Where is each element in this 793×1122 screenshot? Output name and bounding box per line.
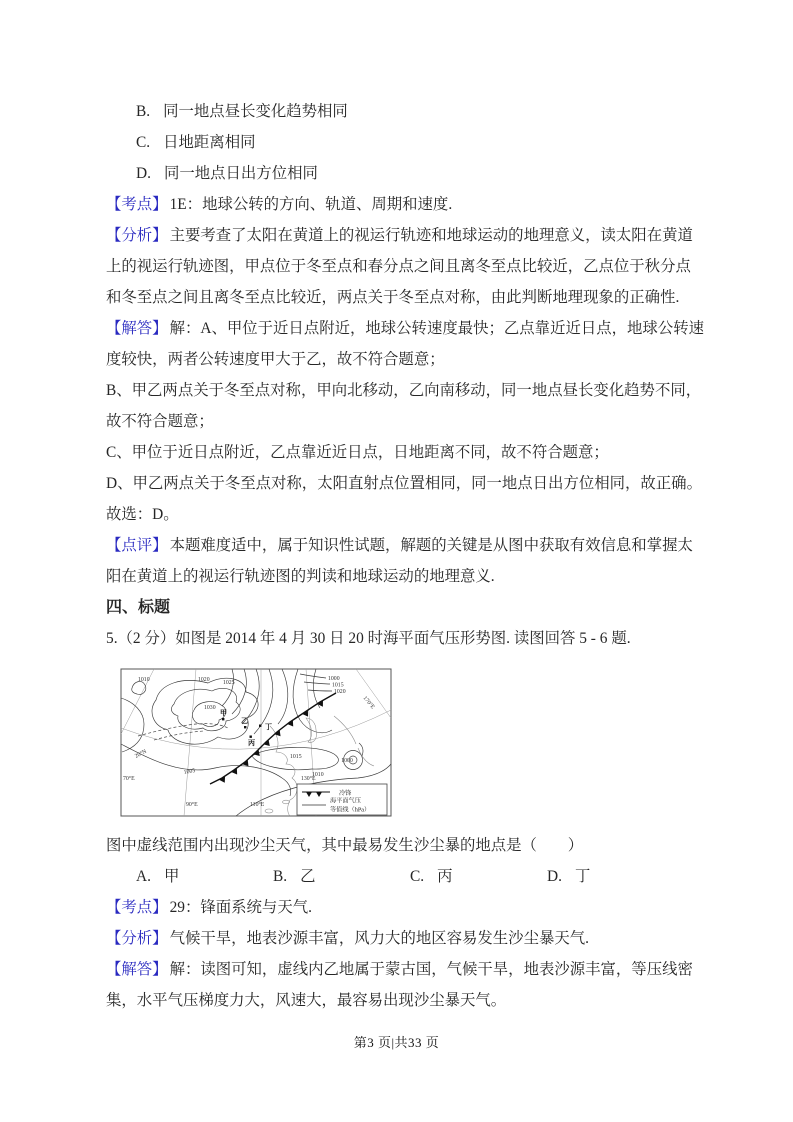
meridian-label: 90°E [186, 802, 198, 808]
text-line [106, 437, 690, 468]
isobar-label: 1030 [204, 705, 216, 711]
text-line [106, 561, 690, 592]
line-text: 和冬至点之间且离冬至点比较近，两点关于冬至点对称，由此判断地理现象的正确性. [106, 289, 680, 306]
isobar-label: 1000 [341, 758, 353, 764]
text-line [106, 985, 690, 1016]
line-text: 29：锋面系统与天气. [169, 899, 312, 916]
isobar-label: 1005 [183, 768, 196, 776]
text-line [106, 220, 693, 251]
text-line [106, 923, 690, 954]
text-line [106, 892, 690, 923]
line-text: 本题难度适中，属于知识性试题，解题的关键是从图中获取有效信息和掌握太 [169, 537, 693, 554]
isobar-label: 1010 [312, 772, 324, 778]
choice-item [547, 861, 684, 892]
meridian-label: 110°E [250, 802, 265, 808]
page-number: 第3 页|共33 页 [353, 1035, 440, 1050]
parallel-label: 20°N [134, 748, 148, 760]
line-text: 图中虚线范围内出现沙尘天气，其中最易发生沙尘暴的地点是（ ） [106, 837, 584, 854]
choice-text: 丁 [574, 868, 591, 885]
map-points [220, 709, 272, 747]
line-text: 故选：D。 [106, 506, 179, 523]
text-line [106, 468, 702, 499]
section-label: 【解答】 [106, 961, 168, 978]
option-row [106, 127, 690, 158]
text-line [106, 282, 690, 313]
page-footer [0, 1032, 793, 1051]
line-text: 度较快，两者公转速度甲大于乙，故不符合题意； [106, 351, 445, 368]
map-point-jia: 甲 [220, 709, 227, 717]
legend-cold-front-label: 冷锋 [339, 790, 352, 797]
pressure-map-figure [120, 668, 392, 818]
line-text: 1E：地球公转的方向、轨道、周期和速度. [169, 196, 453, 213]
document-content [106, 96, 704, 1016]
isobar-label: 1000 [328, 676, 340, 682]
text-line [106, 313, 704, 344]
choice-item [136, 861, 273, 892]
isobar-label: 1015 [332, 682, 344, 689]
section-label: 【分析】 [106, 930, 168, 947]
choice-text: 甲 [163, 868, 180, 885]
section-label: 【分析】 [106, 227, 168, 244]
line-text: 集，水平气压梯度力大，风速大，最容易出现沙尘暴天气。 [106, 992, 507, 1009]
isobar-label: 1025 [223, 680, 235, 686]
legend-isoline-label-2: 等值线（hPa） [330, 806, 371, 814]
line-text: 阳在黄道上的视运行轨迹图的判读和地球运动的地理意义. [106, 568, 495, 585]
line-text: 气候干旱，地表沙源丰富，风力大的地区容易发生沙尘暴天气. [169, 930, 589, 947]
text-line [106, 830, 690, 861]
choices-row [106, 861, 690, 892]
option-letter: C. [136, 134, 151, 151]
choice-letter: B. [273, 868, 288, 885]
text-blocks-top [106, 96, 704, 654]
legend-isoline-label-1: 海平面气压 [330, 797, 361, 805]
text-line [106, 954, 693, 985]
text-line [106, 499, 690, 530]
choice-letter: D. [547, 868, 562, 885]
map-point-bing: 丙 [248, 739, 255, 747]
option-letter: D. [136, 165, 151, 182]
line-text: 解：A、甲位于近日点附近，地球公转速度最快；乙点靠近近日点，地球公转速 [169, 320, 704, 337]
text-line [106, 406, 690, 437]
meridian-label: 70°E [123, 776, 135, 782]
option-row [106, 158, 690, 189]
isobar-label: 1015 [290, 754, 302, 760]
line-text: D、甲乙两点关于冬至点对称，太阳直射点位置相同，同一地点日出方位相同，故正确。 [106, 475, 702, 492]
text-blocks-bottom [106, 830, 693, 1016]
isobar-label: 1020 [334, 689, 346, 695]
text-line [106, 375, 702, 406]
option-letter: B. [136, 103, 151, 120]
line-text: 主要考查了太阳在黄道上的视运行轨迹和地球运动的地理意义，读太阳在黄道 [169, 227, 693, 244]
text-line [106, 344, 690, 375]
section-label: 【考点】 [106, 899, 168, 916]
text-line [106, 623, 690, 654]
isobar-label: 1020 [198, 677, 210, 683]
line-text: B、甲乙两点关于冬至点对称，甲向北移动，乙向南移动，同一地点昼长变化趋势不同， [106, 382, 702, 399]
choice-item [410, 861, 547, 892]
option-row [106, 96, 690, 127]
section-heading: 四、标题 [106, 599, 171, 616]
option-text: 日地距离相同 [163, 134, 256, 151]
map-point-ding: 丁 [265, 723, 272, 731]
choice-item [273, 861, 410, 892]
map-point-yi: 乙 [241, 717, 248, 725]
line-text: 故不符合题意； [106, 413, 214, 430]
option-text: 同一地点日出方位相同 [163, 165, 318, 182]
pressure-map-svg [120, 668, 392, 818]
line-text: 上的视运行轨迹图，甲点位于冬至点和春分点之间且离冬至点比较近，乙点位于秋分点 [106, 258, 691, 275]
isobar-label: 1010 [138, 677, 150, 683]
text-line [106, 251, 690, 282]
section-label: 【考点】 [106, 196, 168, 213]
line-text: C、甲位于近日点附近，乙点靠近近日点，日地距离不同，故不符合题意； [106, 444, 609, 461]
choice-letter: C. [410, 868, 425, 885]
section-label: 【点评】 [106, 537, 168, 554]
option-text: 同一地点昼长变化趋势相同 [163, 103, 348, 120]
line-text: 解：读图可知，虚线内乙地属于蒙古国，气候干旱，地表沙源丰富，等压线密 [169, 961, 693, 978]
choice-text: 丙 [437, 868, 453, 885]
meridian-label: 170°E [361, 695, 376, 711]
map-legend [297, 784, 387, 815]
meridian-label: 130°E [301, 776, 316, 782]
text-line [106, 189, 690, 220]
section-label: 【解答】 [106, 320, 168, 337]
choice-text: 乙 [300, 868, 316, 885]
text-line [106, 530, 693, 561]
line-text: 5.（2 分）如图是 2014 年 4 月 30 日 20 时海平面气压形势图. 读图回答 5 - 6 题. [106, 630, 631, 647]
choice-letter: A. [136, 868, 151, 885]
